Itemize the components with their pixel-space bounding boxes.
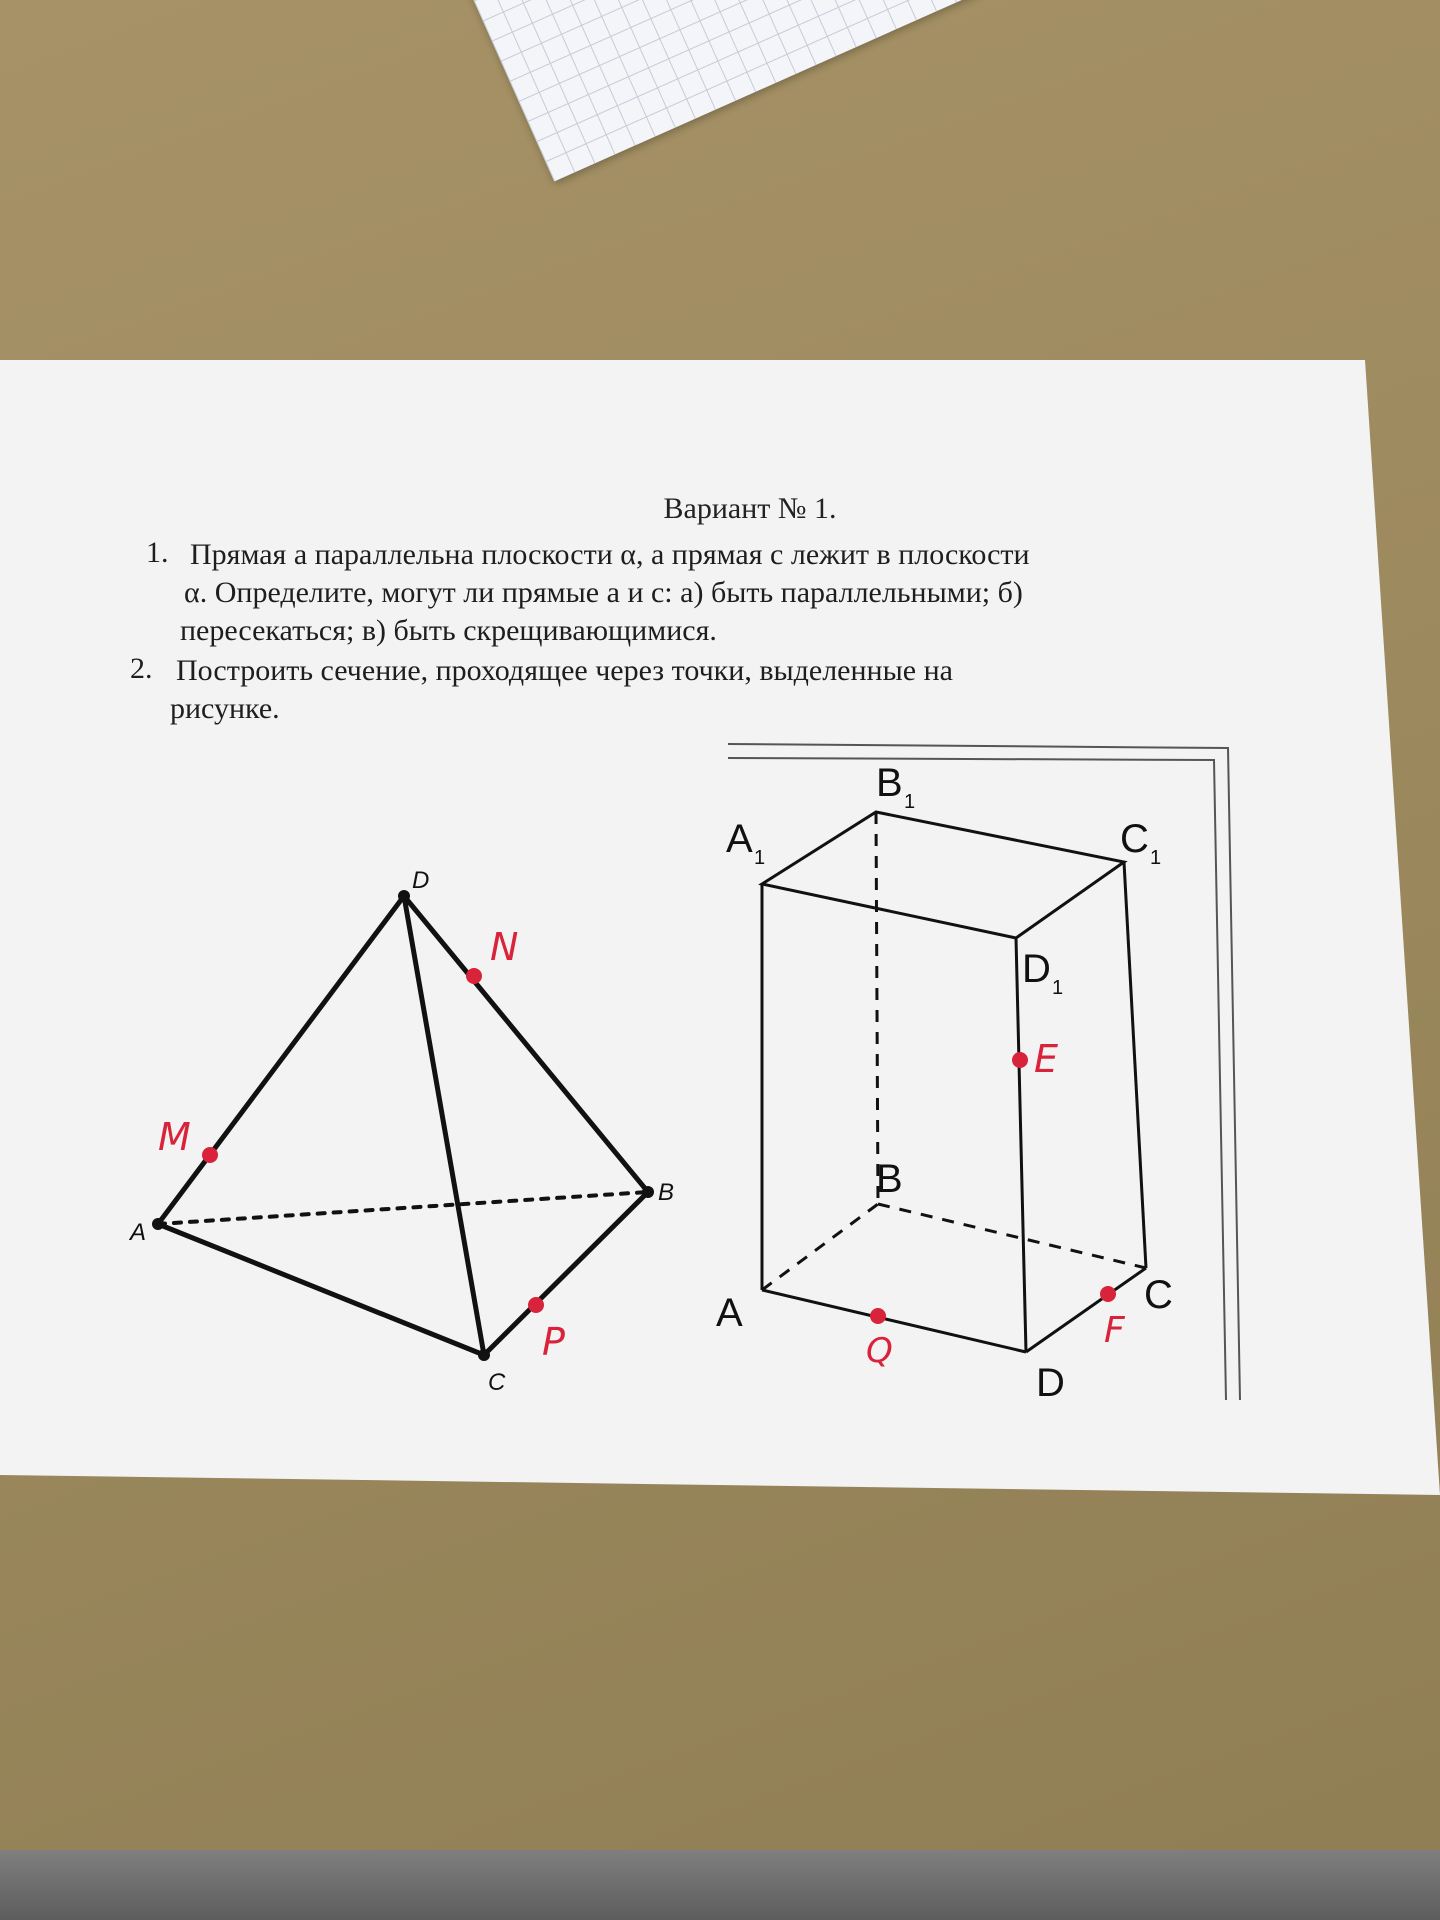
task1-line-1: Прямая а параллельна плоскости α, а прямая с лежит в плоскости <box>190 538 1030 571</box>
pyramid-label-A: A <box>130 1219 147 1246</box>
task2-number: 2. <box>130 652 153 685</box>
pyramid-label-B: B <box>658 1179 675 1206</box>
prism-label-B-bottom: B <box>876 1157 903 1201</box>
prism-label-A-bottom: A <box>716 1291 743 1335</box>
prism-figure <box>762 812 1146 1352</box>
bottom-edge-strip <box>0 1850 1440 1920</box>
prism-edge-CC1 <box>1124 862 1146 1268</box>
point-M-label: M <box>158 1115 191 1159</box>
point-Q-label: Q <box>866 1331 893 1371</box>
point-F-label: F <box>1104 1310 1125 1351</box>
point-N-label: N <box>490 925 519 969</box>
worksheet-title: Вариант № 1. <box>663 492 837 525</box>
point-E-dot <box>1012 1052 1028 1068</box>
prism-label-D-bottom: D <box>1036 1361 1065 1405</box>
pyramid-edge-CB <box>484 1192 648 1355</box>
point-N-dot <box>466 968 482 984</box>
point-Q-dot <box>870 1308 886 1324</box>
task2-line-2: рисунке. <box>170 692 280 725</box>
task2-line-1: Построить сечение, проходящее через точки, выделенные на <box>176 654 953 687</box>
point-P-dot <box>528 1297 544 1313</box>
pyramid-label-C: C <box>488 1369 506 1396</box>
prism-edge-AD <box>762 1290 1026 1352</box>
prism-edge-AB-hidden <box>762 1204 878 1290</box>
point-M-dot <box>202 1147 218 1163</box>
prism-label-D: D <box>1022 947 1051 991</box>
pyramid-edge-DC <box>404 896 484 1355</box>
prism-label-B-sub: 1 <box>904 791 916 813</box>
task1-number: 1. <box>146 536 169 569</box>
prism-edge-BB1-hidden <box>876 812 878 1204</box>
pyramid-edge-DB <box>404 896 648 1192</box>
pyramid-edge-AC <box>158 1224 484 1355</box>
pyramid-label-D: D <box>412 867 430 894</box>
point-F-dot <box>1100 1286 1116 1302</box>
pyramid-figure <box>158 896 648 1355</box>
prism-edge-DC <box>1026 1268 1146 1352</box>
pyramid-edge-AD <box>158 896 404 1224</box>
point-E-label: E <box>1034 1037 1059 1081</box>
prism-label-A-sub: 1 <box>754 847 766 869</box>
prism-label-C-bottom: C <box>1144 1273 1173 1317</box>
prism-edge-BC-hidden <box>878 1204 1146 1268</box>
pyramid-vertex-dots <box>152 890 654 1361</box>
prism-label-D-sub: 1 <box>1052 977 1064 999</box>
point-P-label: P <box>542 1320 565 1364</box>
prism-label-B: B <box>876 761 903 805</box>
prism-label-C-sub: 1 <box>1150 847 1162 869</box>
task1-line-2: α. Определите, могут ли прямые а и с: а) быть параллельными; б) <box>184 576 1023 609</box>
prism-label-A: A <box>726 817 753 861</box>
pyramid-edge-AB-hidden <box>158 1192 648 1224</box>
prism-edge-DD1 <box>1016 938 1026 1352</box>
prism-marked-points <box>870 1052 1116 1324</box>
prism-label-C: C <box>1120 817 1149 861</box>
task1-line-3: пересекаться; в) быть скрещивающимися. <box>180 614 717 647</box>
prism-top-face <box>762 812 1124 938</box>
